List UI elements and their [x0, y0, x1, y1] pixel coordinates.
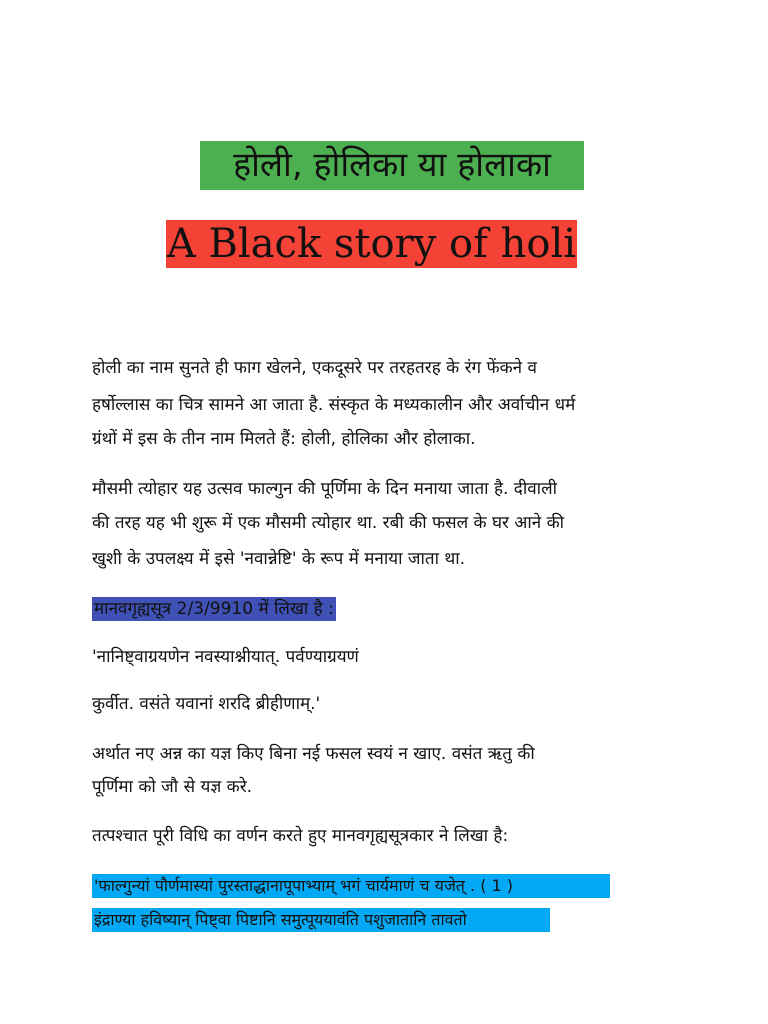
- paragraph-1-line-2: हर्षोल्लास का चित्र सामने आ जाता है. संस्कृत के मध्यकालीन और अर्वाचीन धर्म: [92, 395, 576, 415]
- quote-1-line-1: 'नानिष्ट्वाग्रयणेन नवस्याश्नीयात्. पर्वण्याग्रयणं: [92, 647, 359, 667]
- paragraph-3-line-1: अर्थात नए अन्न का यज्ञ किए बिना नई फसल स्वयं न खाए. वसंत ऋतु की: [92, 744, 535, 764]
- title-english: A Black story of holi: [166, 221, 577, 267]
- paragraph-1-line-3: ग्रंथों में इस के तीन नाम मिलते हैं: होली, होलिका और होलाका.: [92, 429, 476, 449]
- quote-1-line-2: कुर्वीत. वसंते यवानां शरदि ब्रीहीणाम्.': [92, 694, 321, 714]
- paragraph-4: तत्पश्चात पूरी विधि का वर्णन करते हुए मानवगृह्यसूत्रकार ने लिखा है:: [92, 826, 509, 846]
- paragraph-3-line-2: पूर्णिमा को जौ से यज्ञ करे.: [92, 777, 253, 797]
- paragraph-2-line-3: खुशी के उपलक्ष्य में इसे 'नवान्नेष्टि' के रूप में मनाया जाता था.: [92, 549, 466, 569]
- paragraph-1-line-1: होली का नाम सुनते ही फाग खेलने, एकदूसरे पर तरहतरह के रंग फेंकने व: [92, 358, 537, 378]
- quote-2-line-1: 'फाल्गुन्यां पौर्णमास्यां पुरस्ताद्धानापूपाभ्याम् भगं चार्यमाणं च यजेत् . ( 1 ): [92, 874, 610, 898]
- reference-heading: मानवगृह्यसूत्र 2/3/9910 में लिखा है :: [94, 599, 334, 619]
- paragraph-2-line-1: मौसमी त्योहार यह उत्सव फाल्गुन की पूर्णिमा के दिन मनाया जाता है. दीवाली: [92, 479, 558, 499]
- title-hindi: होली, होलिका या होलाका: [200, 141, 584, 190]
- quote-2-line-2: इंद्राण्या हविष्यान् पिष्ट्वा पिष्टानि समुत्पूययावंति पशुजातानि तावतो: [92, 908, 550, 932]
- paragraph-2-line-2: की तरह यह भी शुरू में एक मौसमी त्योहार था. रबी की फसल के घर आने की: [92, 513, 565, 533]
